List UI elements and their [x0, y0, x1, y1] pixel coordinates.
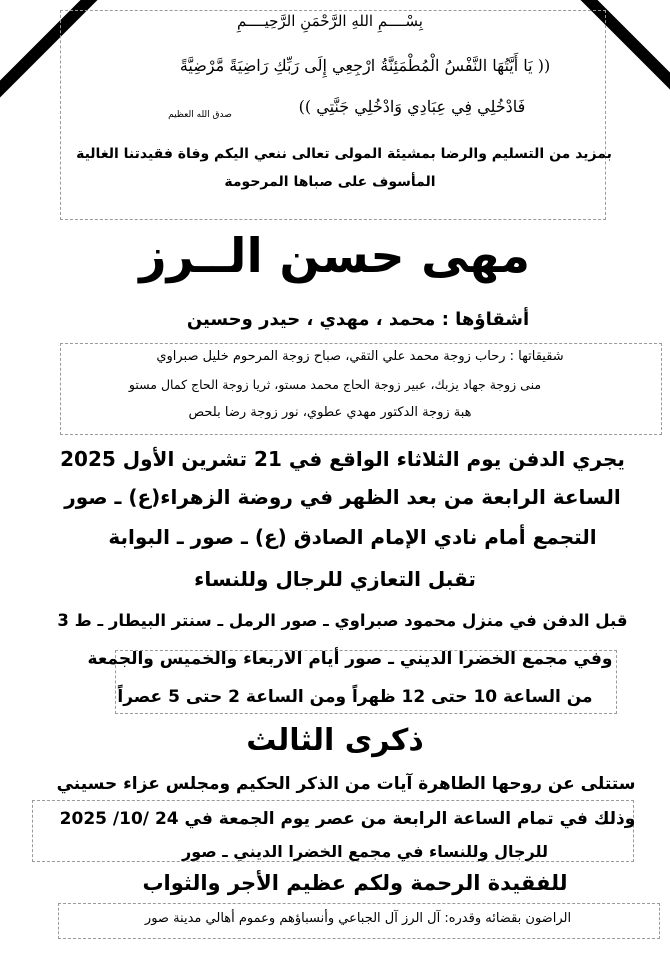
condolences-line-1: قبل الدفن في منزل محمود صبراوي ـ صور الرمل ـ سنتر البيطار ـ ط 3: [57, 611, 628, 630]
verse-line-2: فَادْخُلِي فِي عِبَادِي وَادْخُلِي جَنَّتِي )): [298, 97, 526, 116]
brothers-list: أشقاؤها : محمد ، مهدي ، حيدر وحسين: [186, 309, 530, 330]
sisters-line-1: شقيقاتها : رحاب زوجة محمد علي التقي، صباح زوجة المرحوم خليل صبراوي: [156, 349, 564, 364]
intro-line-2: المأسوف على صباها المرحومة: [224, 174, 436, 190]
verse-line-1: (( يَا أَيَّتُهَا النَّفْسُ الْمُطْمَئِنَّةُ ارْجِعِي إِلَى رَبِّكِ رَاضِيَةً مَّرْضِيَّةً: [179, 56, 551, 75]
sadaqa-text: صدق الله العظيم: [168, 110, 232, 120]
sisters-line-2: منى زوجة جهاد يزبك، عبير زوجة الحاج محمد مستو، ثريا زوجة الحاج كمال مستو: [128, 377, 542, 392]
closing-prayer: للفقيدة الرحمة ولكم عظيم الأجر والثواب: [142, 871, 568, 895]
third-day-line-2: وذلك في تمام الساعة الرابعة من عصر يوم الجمعة في 24 /10/ 2025: [59, 809, 636, 829]
third-day-title: ذكرى الثالث: [246, 723, 424, 758]
deceased-name: مهى حسن الــرز: [139, 229, 530, 284]
condolences-line-2: وفي مجمع الخضرا الديني ـ صور أيام الاربعاء والخميس والجمعة: [87, 649, 613, 669]
funeral-line-3: التجمع أمام نادي الإمام الصادق (ع) ـ صور ـ البوابة: [108, 525, 597, 549]
funeral-line-4: تقبل التعازي للرجال وللنساء: [194, 567, 476, 591]
third-day-line-1: ستتلى عن روحها الطاهرة آيات من الذكر الحكيم ومجلس عزاء حسيني: [56, 774, 636, 794]
sisters-line-3: هبة زوجة الدكتور مهدي عطوي، نور زوجة رضا بلحص: [188, 405, 472, 420]
funeral-line-1: يجري الدفن يوم الثلاثاء الواقع في 21 تشرين الأول 2025: [60, 447, 625, 471]
third-day-line-3: للرجال وللنساء في مجمع الخضرا الديني ـ صور: [181, 842, 548, 861]
funeral-line-2: الساعة الرابعة من بعد الظهر في روضة الزهراء(ع) ـ صور: [64, 485, 621, 509]
basmala: بِسْــــمِ اللهِ الرَّحْمَنِ الرَّحِيــــمِ: [237, 12, 423, 30]
intro-line-1: بمزيد من التسليم والرضا بمشيئة المولى تعالى ننعي اليكم وفاة فقيدتنا الغالية: [76, 146, 612, 162]
condolences-line-3: من الساعة 10 حتى 12 ظهراً ومن الساعة 2 حتى 5 عصراً: [117, 687, 593, 707]
signature-line: الراضون بقضائه وقدره: آل الرز آل الجباعي وأنسباؤهم وعموم أهالي مدينة صور: [144, 911, 572, 926]
